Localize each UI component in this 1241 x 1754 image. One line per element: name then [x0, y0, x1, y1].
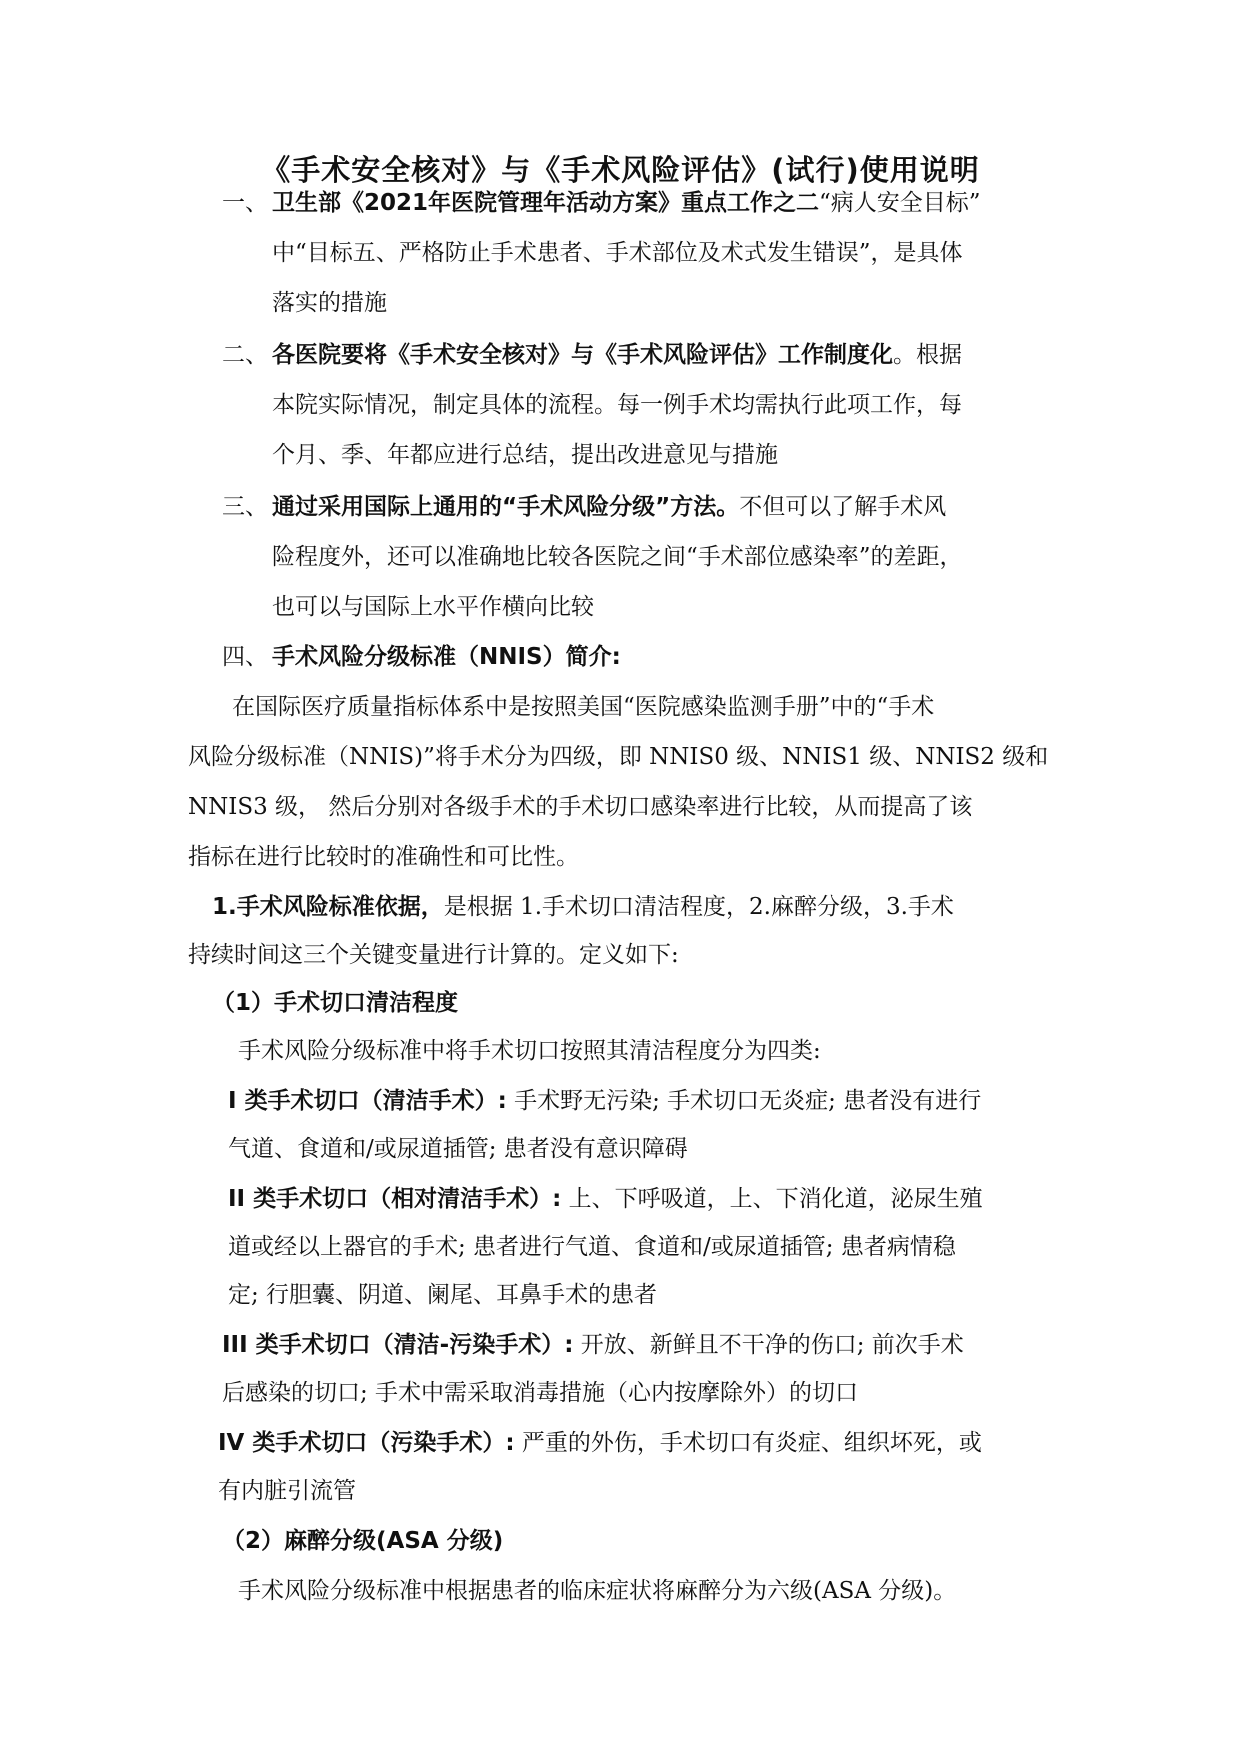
sub-2-description: 手术风险分级标准中根据患者的临床症状将麻醉分为六级(ASA 分级)。 — [238, 1578, 957, 1604]
section-2-line-2: 本院实际情况，制定具体的流程。每一例手术均需执行此项工作，每 — [272, 392, 962, 418]
section-3-line-2: 险程度外，还可以准确地比较各医院之间“手术部位感染率”的差距， — [272, 544, 963, 570]
class-1-line-2: 气道、食道和/或尿道插管; 患者没有意识障碍 — [228, 1136, 688, 1162]
class-1-text: 手术野无污染; 手术切口无炎症; 患者没有进行 — [506, 1088, 982, 1114]
section-4-heading: 手术风险分级标准（NNIS）简介: — [272, 644, 621, 670]
sub-1-description: 手术风险分级标准中将手术切口按照其清洁程度分为四类: — [238, 1038, 821, 1064]
intro-line-2: 风险分级标准（NNIS)”将手术分为四级，即 NNIS0 级、NNIS1 级、NNIS2 级和 — [188, 744, 1049, 770]
class-3-line-2: 后感染的切口; 手术中需采取消毒措施（心内按摩除外）的切口 — [222, 1380, 859, 1406]
class-4-text: 严重的外伤，手术切口有炎症、组织坏死，或 — [514, 1430, 982, 1456]
section-3-line-1 — [272, 492, 946, 522]
document-title: 《手术安全核对》与《手术风险评估》(试行)使用说明 — [261, 153, 980, 187]
section-1-number: 一、 — [222, 190, 268, 216]
section-1-rest-text: “病人安全目标” — [819, 190, 981, 216]
class-4-line-1 — [218, 1428, 982, 1458]
section-2-line-1 — [272, 340, 962, 370]
section-1-line-2: 中“目标五、严格防止手术患者、手术部位及术式发生错误”，是具体 — [272, 240, 963, 266]
class-1-line-1 — [228, 1086, 981, 1116]
section-3-rest-text: 不但可以了解手术风 — [739, 494, 947, 520]
sub-2-heading: （2）麻醉分级(ASA 分级) — [222, 1528, 504, 1554]
intro-line-1: 在国际医疗质量指标体系中是按照美国“医院感染监测手册”中的“手术 — [232, 694, 935, 720]
section-1-line-3: 落实的措施 — [272, 290, 387, 316]
section-3-line-3: 也可以与国际上水平作横向比较 — [272, 594, 594, 620]
class-2-line-3: 定; 行胆囊、阴道、阑尾、耳鼻手术的患者 — [228, 1282, 658, 1308]
class-4-line-2: 有内脏引流管 — [218, 1478, 356, 1504]
class-2-text: 上、下呼吸道，上、下消化道，泌尿生殖 — [561, 1186, 983, 1212]
point-1-rest-text: 是根据 1.手术切口清洁程度，2.麻醉分级，3.手术 — [443, 894, 954, 920]
point-1-line-1 — [212, 892, 954, 922]
class-2-line-1 — [228, 1184, 983, 1214]
class-3-text: 开放、新鲜且不干净的伤口; 前次手术 — [573, 1332, 964, 1358]
class-4-label: IV 类手术切口（污染手术）: — [218, 1430, 515, 1456]
intro-line-4: 指标在进行比较时的准确性和可比性。 — [188, 844, 579, 870]
class-2-line-2: 道或经以上器官的手术; 患者进行气道、食道和/或尿道插管; 患者病情稳 — [228, 1234, 956, 1260]
section-1-bold-text: 卫生部《2021年医院管理年活动方案》重点工作之二 — [272, 190, 820, 216]
point-1-bold-text: 1.手术风险标准依据， — [212, 894, 444, 920]
sub-1-heading: （1）手术切口清洁程度 — [212, 990, 459, 1016]
section-2-line-3: 个月、季、年都应进行总结，提出改进意见与措施 — [272, 442, 778, 468]
intro-line-3: NNIS3 级， 然后分别对各级手术的手术切口感染率进行比较，从而提高了该 — [188, 794, 973, 820]
class-1-label: I 类手术切口（清洁手术）: — [228, 1088, 507, 1114]
section-3-bold-text: 通过采用国际上通用的“手术风险分级”方法。 — [272, 494, 740, 520]
point-1-line-2: 持续时间这三个关键变量进行计算的。定义如下: — [188, 942, 679, 968]
section-1-line-1 — [272, 188, 981, 218]
section-4-number: 四、 — [222, 644, 268, 670]
section-3-number: 三、 — [222, 494, 268, 520]
class-3-line-1 — [222, 1330, 964, 1360]
section-2-number: 二、 — [222, 342, 268, 368]
section-2-rest-text: 。根据 — [893, 342, 962, 368]
section-2-bold-text: 各医院要将《手术安全核对》与《手术风险评估》工作制度化 — [272, 342, 893, 368]
class-3-label: III 类手术切口（清洁-污染手术）: — [222, 1332, 574, 1358]
class-2-label: II 类手术切口（相对清洁手术）: — [228, 1186, 562, 1212]
